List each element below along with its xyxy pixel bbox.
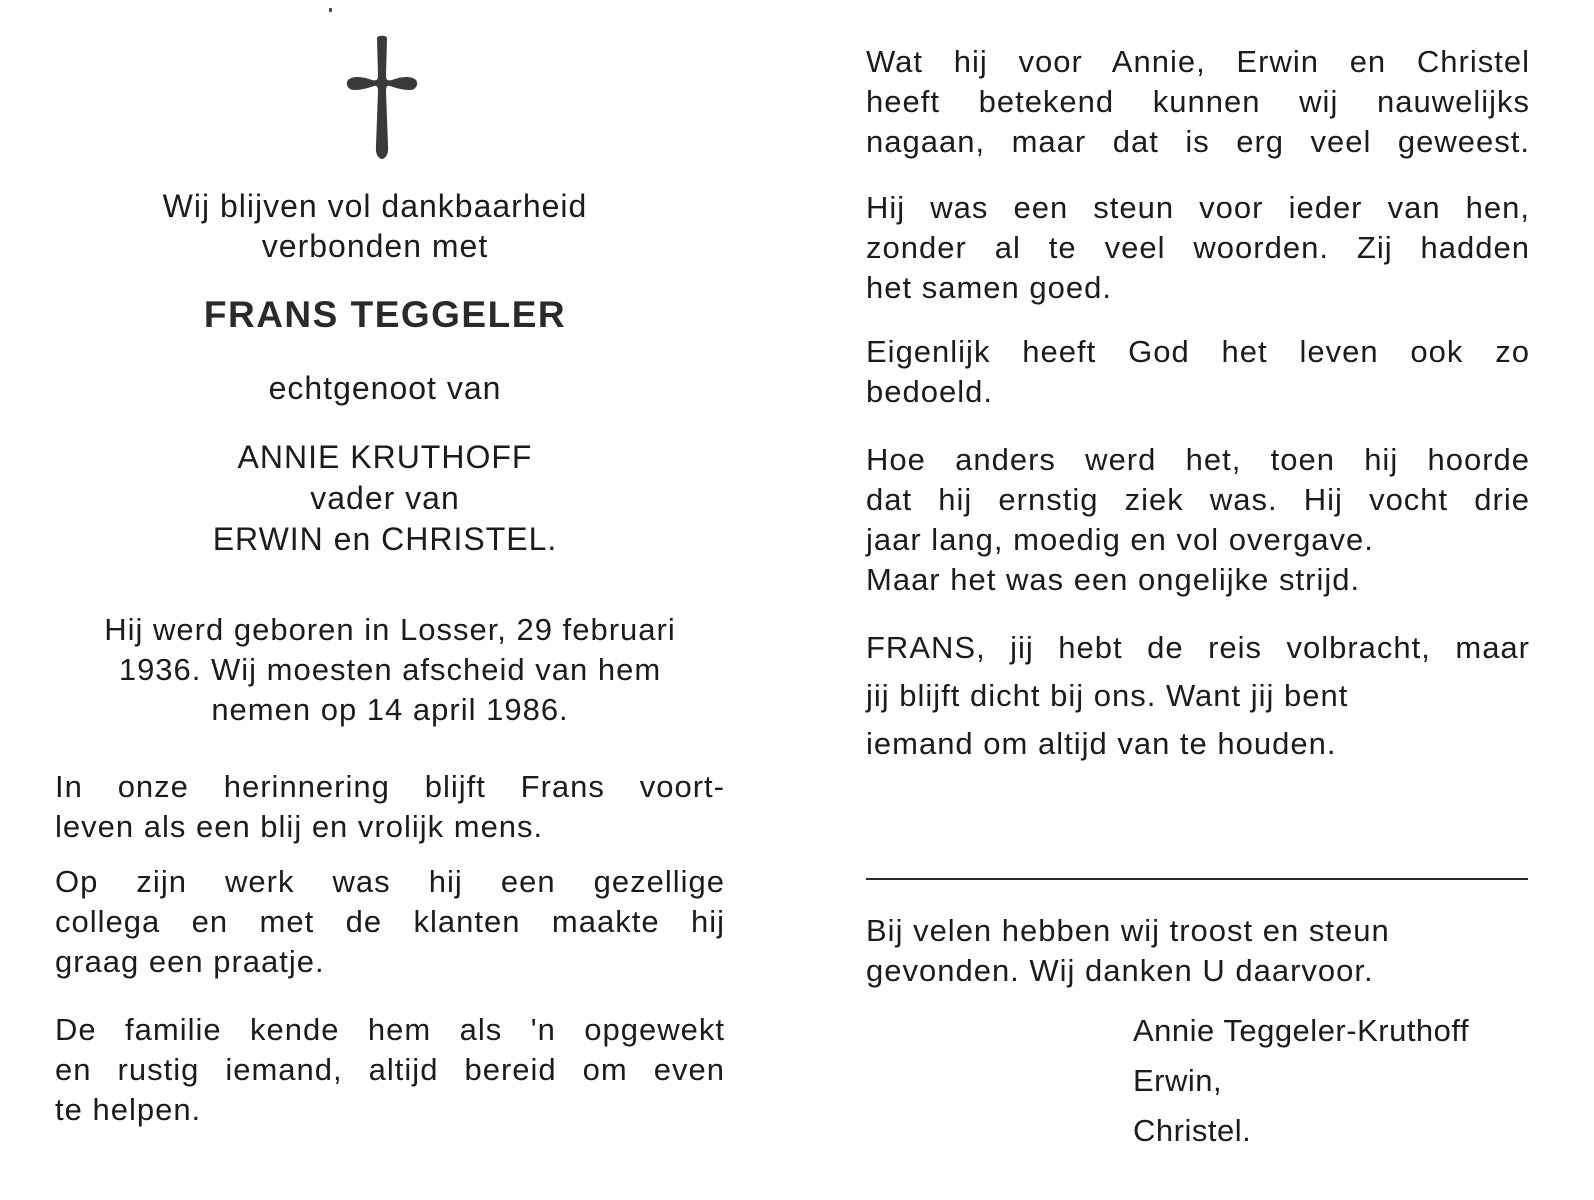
signature-line: Christel. (1133, 1113, 1252, 1148)
text-line: Op zijn werk was hij een gezellige (55, 864, 725, 899)
meaning-paragraph (866, 42, 1530, 162)
illness-paragraph (866, 440, 1530, 600)
family-line: ERWIN en CHRISTEL. (212, 521, 558, 557)
memory-paragraph (55, 767, 725, 847)
text-line: heeft betekend kunnen wij nauwelijks (866, 84, 1530, 119)
text-line: te helpen. (55, 1092, 202, 1127)
intro-line: verbonden met (261, 228, 489, 264)
text-line: dat hij ernstig ziek was. Hij vocht drie (866, 482, 1530, 517)
divider (866, 878, 1528, 880)
text-line: jij blijft dicht bij ons. Want jij bent (866, 678, 1349, 713)
text-line: Hij was een steun voor ieder van hen, (866, 190, 1530, 225)
work-paragraph (55, 862, 725, 982)
text-line: en rustig iemand, altijd bereid om even (55, 1052, 725, 1087)
family-paragraph (55, 1010, 725, 1130)
text-line: In onze herinnering blijft Frans voort- (55, 769, 725, 804)
intro-text (55, 186, 695, 266)
text-line: Hij werd geboren in Losser, 29 februari (104, 612, 676, 647)
support-paragraph (866, 188, 1530, 308)
text-line: De familie kende hem als 'n opgewekt (55, 1012, 725, 1047)
text-line: het samen goed. (866, 270, 1112, 305)
print-speck (329, 8, 332, 12)
family-line: vader van (310, 480, 460, 516)
text-line: Hoe anders werd het, toen hij hoorde (866, 442, 1530, 477)
text-line: Maar het was een ongelijke strijd. (866, 562, 1361, 597)
text-line: 1936. Wij moesten afscheid van hem (118, 652, 662, 687)
text-line: Wat hij voor Annie, Erwin en Christel (866, 44, 1530, 79)
text-line: nemen op 14 april 1986. (211, 692, 569, 727)
text-line: Eigenlijk heeft God het leven ook zo (866, 334, 1530, 369)
text-line: Bij velen hebben wij troost en steun (866, 913, 1390, 948)
relation-text: echtgenoot van (268, 370, 502, 406)
birth-death-paragraph (55, 610, 725, 730)
family-names (55, 437, 715, 560)
text-line: iemand om altijd van te houden. (866, 726, 1337, 761)
text-line: nagaan, maar dat is erg veel geweest. (866, 124, 1530, 159)
text-line: collega en met de klanten maakte hij (55, 904, 725, 939)
family-line: ANNIE KRUTHOFF (237, 439, 533, 475)
intro-line: Wij blijven vol dankbaarheid (162, 188, 588, 224)
text-line: FRANS, jij hebt de reis volbracht, maar (866, 630, 1530, 665)
signature-line: Annie Teggeler-Kruthoff (1133, 1013, 1470, 1048)
thanks-paragraph (866, 911, 1530, 991)
text-line: bedoeld. (866, 374, 993, 409)
signature-line: Erwin, (1133, 1063, 1223, 1098)
text-line: jaar lang, moedig en vol overgave. (866, 522, 1374, 557)
cross-icon (344, 34, 420, 160)
signature-block (1133, 1006, 1469, 1156)
deceased-name: FRANS TEGGELER (203, 294, 567, 335)
text-line: gevonden. Wij danken U daarvoor. (866, 953, 1374, 988)
text-line: graag een praatje. (55, 944, 325, 979)
text-line: zonder al te veel woorden. Zij hadden (866, 230, 1530, 265)
text-line: leven als een blij en vrolijk mens. (55, 809, 544, 844)
farewell-paragraph (866, 624, 1530, 768)
god-paragraph (866, 332, 1530, 412)
